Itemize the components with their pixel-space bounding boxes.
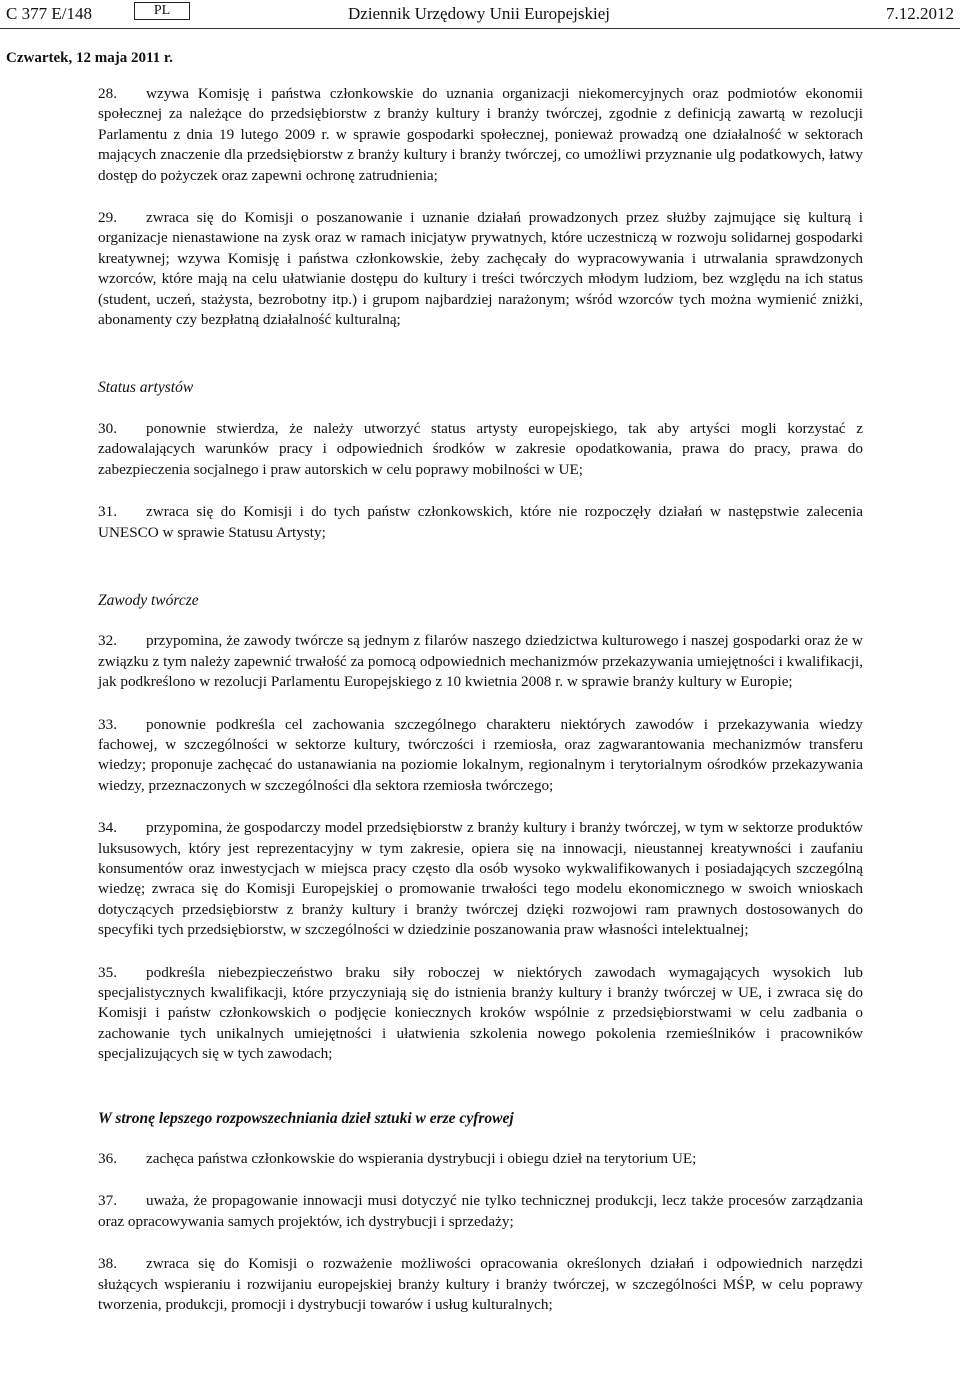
paragraph-29: [98, 208, 863, 330]
paragraph-number: 38.: [98, 1255, 117, 1273]
paragraph-28: [98, 84, 863, 186]
section-heading-zawody-tworcze: Zawody twórcze: [98, 591, 199, 609]
paragraph-text: zachęca państwa członkowskie do wspierania dystrybucji i obiegu dzieł na terytorium UE;: [146, 1150, 697, 1168]
publication-date: 7.12.2012: [886, 4, 954, 23]
paragraph-number: 33.: [98, 715, 117, 733]
document-body: [98, 84, 863, 1337]
paragraph-number: 29.: [98, 209, 117, 227]
paragraph-text: przypomina, że gospodarczy model przedsiębiorstw z branży kultury i branży twórczej, w tym w sektorze produktów luksusowych, który jest reprezentacyjny w tym zakresie, opiera się na innowacji, nieustannej kreatywności i zaufaniu konsumentów oraz inwestycjach w miejsca pracy często dla osób wysoko wykwalifikowanych i posiadających szczególną wiedzę; zwraca się do Komisji Europejskiej o promowanie trwałości tego modelu ekonomicznego w swoich wnioskach dotyczących przedsiębiorstw z branży kultury i branży twórczej dzięki rozwojowi ram prawnych dostosowanych do specyfiki tych przedsiębiorstw, w szczególności w dziedzinie poszanowania praw własności intelektualnej;: [98, 819, 863, 939]
journal-series-number: C 377 E/148: [6, 4, 92, 23]
paragraph-number: 34.: [98, 819, 117, 837]
paragraph-31: [98, 502, 863, 543]
paragraph-text: ponownie podkreśla cel zachowania szczególnego charakteru niektórych zawodów i przekazywania wiedzy fachowej, w szczególności w sektorze kultury, twórczości i rzemiosła, oraz zagwarantowania mechanizmów transferu wiedzy; proponuje zachęcać do ustanawiania na poziomie lokalnym, regionalnym i terytorialnym ośrodków przekazywania wiedzy, przeznaczonych w szczególności dla sektora rzemiosła twórczego;: [98, 715, 863, 794]
paragraph-number: 31.: [98, 503, 117, 521]
header-rule: [0, 28, 960, 29]
language-code-box: PL: [134, 2, 190, 20]
paragraph-number: 30.: [98, 419, 117, 437]
paragraph-text: ponownie stwierdza, że należy utworzyć status artysty europejskiego, tak aby artyści mogli korzystać z zadowalających warunków pracy i odpowiednich środków w zakresie opodatkowania, prawa do pracy, prawa do zabezpieczenia socjalnego i praw autorskich w celu poprawy mobilności w UE;: [98, 419, 863, 478]
paragraph-text: przypomina, że zawody twórcze są jednym z filarów naszego dziedzictwa kulturowego i naszej gospodarki oraz że w związku z tym należy zapewnić trwałość za pomocą odpowiednich mechanizmów przekazywania umiejętności i kwalifikacji, jak podkreślono w rezolucji Parlamentu Europejskiego z 10 kwietnia 2008 r. w sprawie branży kultury w Europie;: [98, 632, 863, 691]
paragraph-text: uważa, że propagowanie innowacji musi dotyczyć nie tylko technicznej produkcji, lecz także procesów zarządzania oraz opracowywania samych projektów, ich dystrybucji i sprzedaży;: [98, 1192, 863, 1230]
paragraph-text: zwraca się do Komisji o rozważenie możliwości opracowania określonych działań i odpowiednich narzędzi służących wspieraniu i rozwijaniu europejskiej branży kultury i branży twórczej, w szczególności MŚP, w celu poprawy tworzenia, produkcji, promocji i dystrybucji towarów i usług kulturalnych;: [98, 1255, 863, 1314]
paragraph-number: 32.: [98, 632, 117, 650]
section-heading-era-cyfrowa: W stronę lepszego rozpowszechniania dzieł sztuki w erze cyfrowej: [98, 1109, 514, 1127]
paragraph-text: zwraca się do Komisji o poszanowanie i uznanie działań prowadzonych przez służby zajmujące się kulturą i organizacje nienastawione na zysk oraz w ramach inicjatyw prywatnych, które uczestniczą w rozwoju solidarnej gospodarki kreatywnej; wzywa Komisję i państwa członkowskie, żeby zachęcały do wypracowywania i utrwalania sprawdzonych wzorców, które mają na celu ułatwianie dostępu do kultury i treści twórczych młodym ludziom, bez względu na ich status (student, uczeń, stażysta, bezrobotny itp.) i grupom najbardziej narażonym; wśród wzorców tych można wymienić zniżki, abonamenty czy bezpłatną działalność kulturalną;: [98, 209, 863, 329]
journal-title: Dziennik Urzędowy Unii Europejskiej: [348, 4, 611, 23]
paragraph-text: zwraca się do Komisji i do tych państw członkowskich, które nie rozpoczęły działań w następstwie zalecenia UNESCO w sprawie Statusu Artysty;: [98, 503, 863, 541]
paragraph-number: 36.: [98, 1150, 117, 1168]
paragraph-35: [98, 963, 863, 1065]
paragraph-36: [98, 1149, 863, 1169]
paragraph-text: podkreśla niebezpieczeństwo braku siły roboczej w niektórych zawodach wymagających wysokich lub specjalistycznych kwalifikacji, które przyczyniają się do istnienia branży kultury i branży twórczej w UE, i zwraca się do Komisji i państw członkowskich o podjęcie koniecznych kroków wspólnie z przedsiębiorstwami w celu zadbania o zachowanie tych unikalnych umiejętności i ułatwienia szkolenia nowego pokolenia rzemieślników i pracowników specjalizujących się w tych zawodach;: [98, 963, 863, 1063]
paragraph-number: 37.: [98, 1192, 117, 1210]
paragraph-number: 35.: [98, 963, 117, 981]
paragraph-30: [98, 419, 863, 480]
paragraph-38: [98, 1254, 863, 1315]
paragraph-text: wzywa Komisję i państwa członkowskie do uznania organizacji niekomercyjnych oraz podmiotów ekonomii społecznej za należące do przedsiębiorstw z branży kultury i branży twórczej, zgodnie z definicją zawartą w rezolucji Parlamentu z dnia 19 lutego 2009 r. w sprawie gospodarki społecznej, ponieważ prowadzą one działalność w sektorach mających znaczenie dla przedsiębiorstw z branży kultury i branży twórczej, co umożliwi przyznanie ulg podatkowych, łatwy dostęp do pożyczek oraz zapewni ochronę zatrudnienia;: [98, 85, 863, 184]
page-header: [0, 2, 960, 28]
paragraph-34: [98, 818, 863, 940]
section-heading-status-artystow: Status artystów: [98, 379, 194, 397]
paragraph-37: [98, 1191, 863, 1232]
sitting-date: Czwartek, 12 maja 2011 r.: [6, 50, 173, 66]
paragraph-32: [98, 631, 863, 692]
paragraph-33: [98, 715, 863, 797]
paragraph-number: 28.: [98, 85, 117, 102]
